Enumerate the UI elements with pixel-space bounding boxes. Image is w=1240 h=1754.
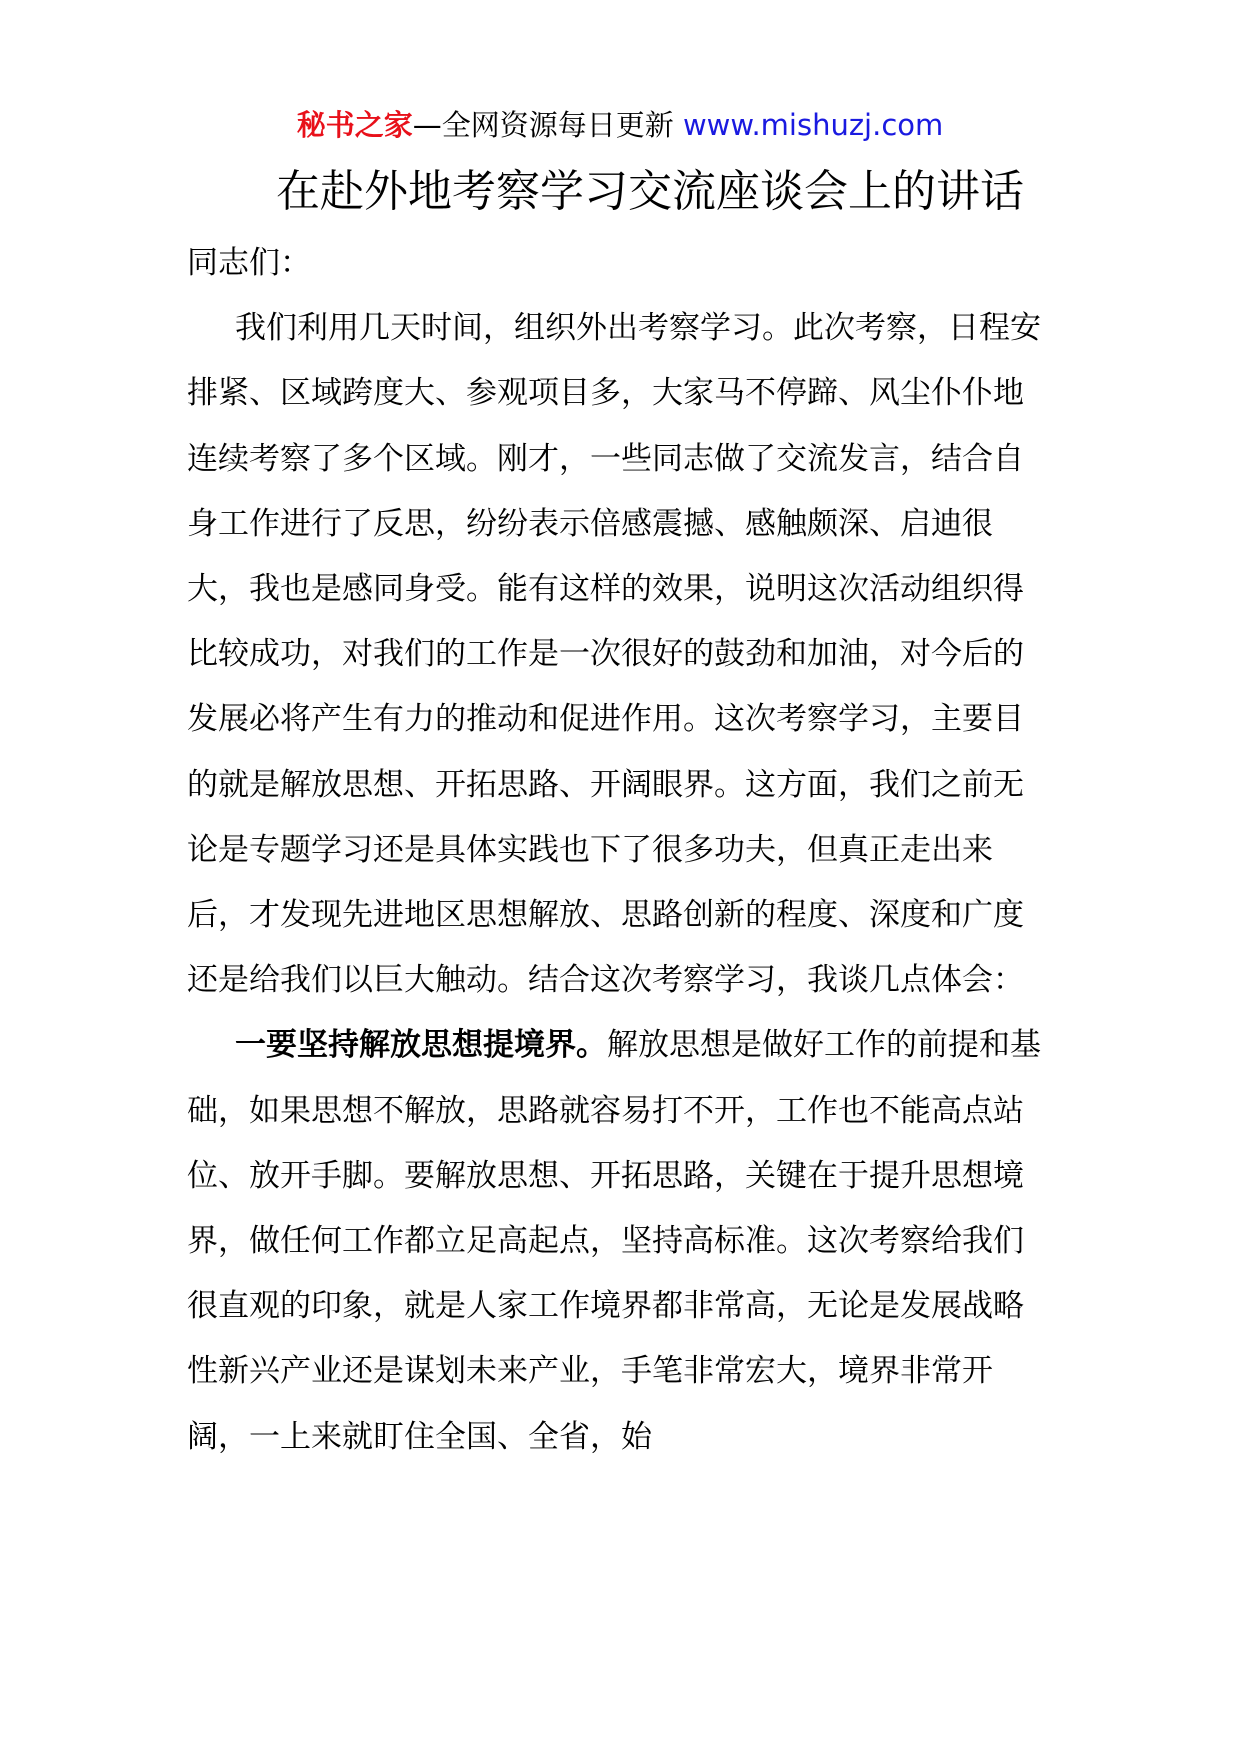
site-header xyxy=(0,100,1240,150)
header-tagline: —全网资源每日更新 xyxy=(412,108,683,142)
document-body xyxy=(187,231,1047,1470)
point-one-heading: 一要坚持解放思想提境界。 xyxy=(235,1027,607,1064)
document-title: 在赴外地考察学习交流座谈会上的讲话 xyxy=(276,166,1024,217)
salutation: 同志们： xyxy=(187,245,311,281)
paragraph-intro: 我们利用几天时间，组织外出考察学习。此次考察，日程安排紧、区域跨度大、参观项目多，大家马不停蹄、风尘仆仆地连续考察了多个区域。刚才，一些同志做了交流发言，结合自身工作进行了反思，纷纷表示倍感震撼、感触颇深、启迪很大，我也是感同身受。能有这样的效果，说明这次活动组织得比较成功，对我们的工作是一次很好的鼓劲和加油，对今后的发展必将产生有力的推动和促进作用。这次考察学习，主要目的就是解放思想、开拓思路、开阔眼界。这方面，我们之前无论是专题学习还是具体实践也下了很多功夫，但真正走出来后，才发现先进地区思想解放、思路创新的程度、深度和广度还是给我们以巨大触动。结合这次考察学习，我谈几点体会： xyxy=(187,310,1041,999)
site-url-link[interactable]: www.mishuzj.com xyxy=(682,108,944,142)
paragraph-point-one xyxy=(187,1013,1047,1469)
point-one-body: 解放思想是做好工作的前提和基础，如果思想不解放，思路就容易打不开，工作也不能高点站位、放开手脚。要解放思想、开拓思路，关键在于提升思想境界，做任何工作都立足高起点，坚持高标准。这次考察给我们很直观的印象，就是人家工作境界都非常高，无论是发展战略性新兴产业还是谋划未来产业，手笔非常宏大，境界非常开阔，一上来就盯住全国、全省，始 xyxy=(187,1027,1041,1455)
brand-name: 秘书之家 xyxy=(296,108,413,142)
